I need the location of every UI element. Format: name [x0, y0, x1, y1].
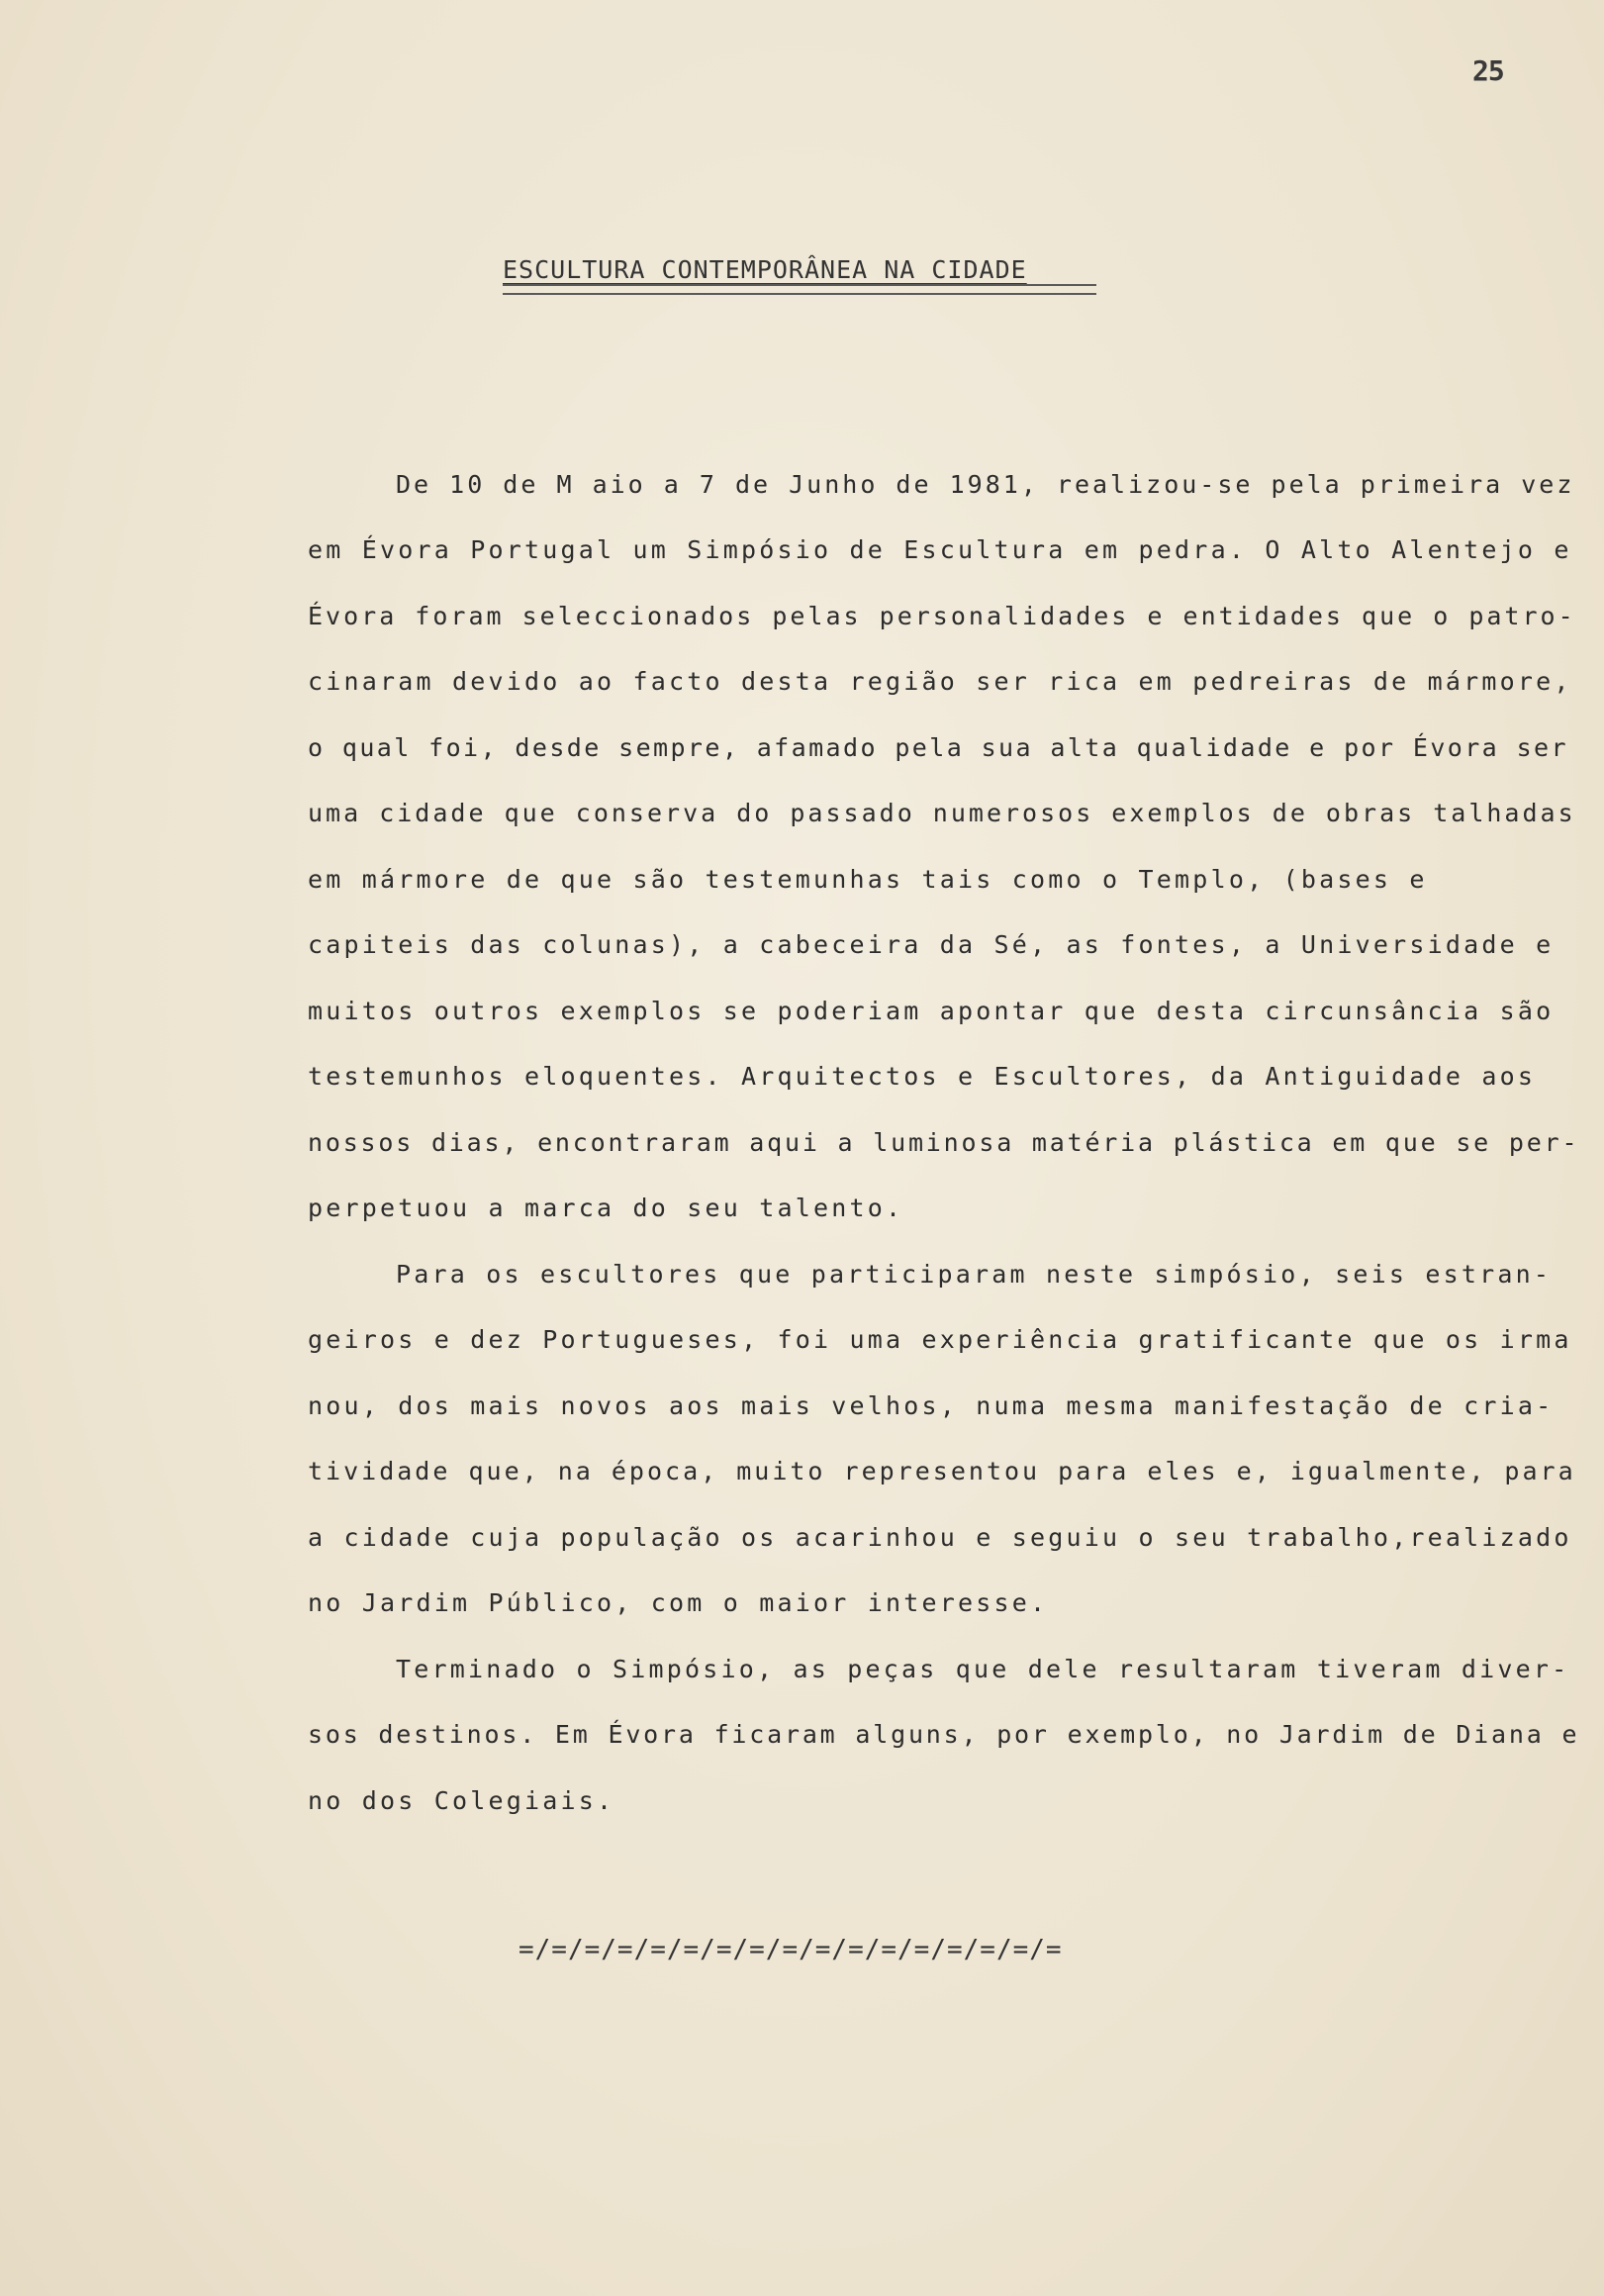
paragraph-1-line-5: o qual foi, desde sempre, afamado pela sua alta qualidade e por Évora ser — [308, 733, 1568, 762]
paragraph-1-line-2: em Évora Portugal um Simpósio de Escultura em pedra. O Alto Alentejo e — [308, 535, 1572, 564]
paragraph-2-line-6: no Jardim Público, com o maior interesse. — [308, 1588, 1049, 1617]
paragraph-1-line-11: nossos dias, encontraram aqui a luminosa matéria plástica em que se per- — [308, 1128, 1580, 1157]
paragraph-1-line-3: Évora foram seleccionados pelas personalidades e entidades que o patro- — [308, 602, 1576, 630]
paragraph-1-line-10: testemunhos eloquentes. Arquitectos e Escultores, da Antiguidade aos — [308, 1062, 1537, 1091]
paragraph-2-line-4: tividade que, na época, muito representou para eles e, igualmente, para — [308, 1457, 1576, 1485]
paragraph-1-line-7: em mármore de que são testemunhas tais como o Templo, (bases e — [308, 865, 1428, 894]
paragraph-3-line-2: sos destinos. Em Évora ficaram alguns, por exemplo, no Jardim de Diana e — [308, 1720, 1580, 1749]
paragraph-1-line-12: perpetuou a marca do seu talento. — [308, 1194, 904, 1222]
paragraph-1-line-8: capiteis das colunas), a cabeceira da Sé, as fontes, a Universidade e — [308, 930, 1555, 959]
paragraph-1-line-1: De 10 de M aio a 7 de Junho de 1981, realizou-se pela primeira vez — [396, 470, 1575, 499]
paragraph-2-line-5: a cidade cuja população os acarinhou e seguiu o seu trabalho,realizado — [308, 1523, 1572, 1552]
paragraph-3-line-3: no dos Colegiais. — [308, 1786, 615, 1815]
title-double-underline — [503, 284, 1096, 295]
document-title: ESCULTURA CONTEMPORÂNEA NA CIDADE — [503, 255, 1027, 284]
paragraph-1-line-9: muitos outros exemplos se poderiam apontar que desta circunsância são — [308, 997, 1555, 1025]
paragraph-1-line-4: cinaram devido ao facto desta região ser rica em pedreiras de mármore, — [308, 667, 1572, 696]
paragraph-3-line-1: Terminado o Simpósio, as peças que dele resultaram tiveram diver- — [396, 1655, 1570, 1683]
closing-separator: =/=/=/=/=/=/=/=/=/=/=/=/=/=/=/=/= — [519, 1935, 1063, 1964]
paragraph-1-line-6: uma cidade que conserva do passado numerosos exemplos de obras talhadas — [308, 799, 1576, 827]
paragraph-2-line-2: geiros e dez Portugueses, foi uma experiência gratificante que os irma — [308, 1325, 1572, 1354]
paragraph-2-line-1: Para os escultores que participaram neste simpósio, seis estran- — [396, 1260, 1553, 1289]
paragraph-2-line-3: nou, dos mais novos aos mais velhos, numa mesma manifestação de cria- — [308, 1391, 1555, 1420]
page-number: 25 — [1472, 54, 1504, 87]
